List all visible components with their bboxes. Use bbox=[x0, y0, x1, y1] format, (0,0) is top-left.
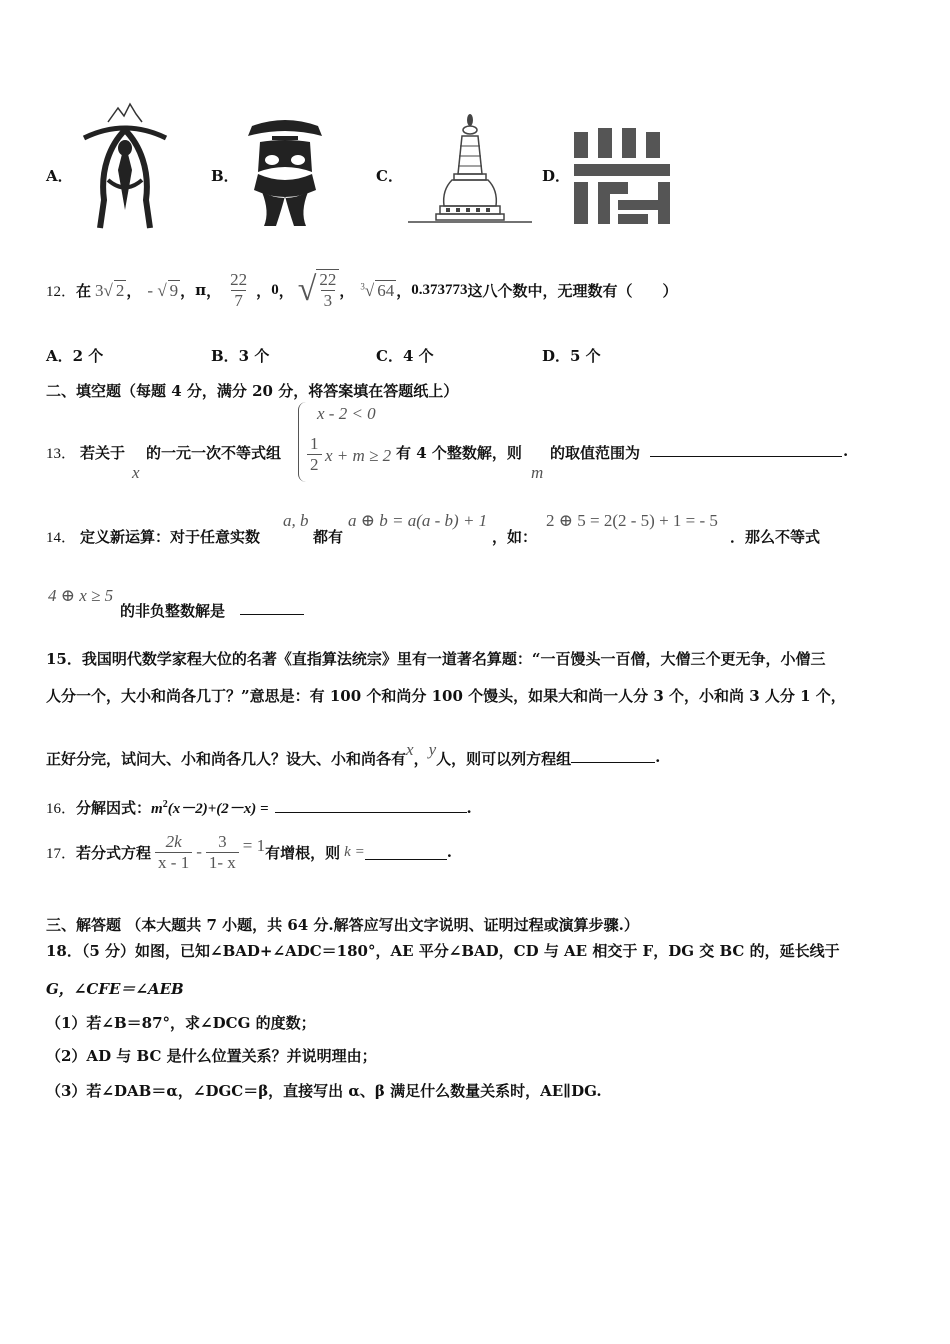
q17-equals-one: = 1 bbox=[242, 836, 266, 855]
q18-subquestion-1: （1）若∠B＝87°，求∠DCG 的度数； bbox=[46, 1014, 316, 1032]
q15-line-2: 人分一个，大小和尚各几丁？”意思是：有 100 个和尚分 100 个馒头，如果大和尚一人分 3 个，小和尚 3 人分 1 个， bbox=[46, 687, 846, 705]
option-b-label: B． bbox=[211, 167, 239, 185]
q17-number: 17． bbox=[46, 845, 77, 862]
q12-n2: - √ 9 bbox=[147, 280, 179, 300]
q18-line-1: 18．（5 分）如图，已知∠BAD+∠ADC＝180°，AE 平分∠BAD，CD 与 AE 相交于 F，DG 交 BC 的，延长线于 bbox=[46, 942, 840, 960]
q15-sep: ， bbox=[413, 750, 429, 768]
q16-answer-blank[interactable] bbox=[275, 798, 467, 813]
q12-option-a: A．2 个 bbox=[46, 347, 104, 365]
opera-mask-figure-icon bbox=[242, 112, 328, 228]
q15-var-y: y bbox=[428, 740, 437, 759]
q12-sep-5: ， bbox=[278, 281, 294, 300]
q14-example: 2 ⊕ 5 = 2(2 - 5) + 1 = - 5 bbox=[546, 511, 718, 530]
q17-answer-blank[interactable] bbox=[365, 845, 447, 860]
geometric-pattern-figure-icon bbox=[574, 128, 670, 228]
q12-number: 12． bbox=[46, 283, 77, 300]
q12-option-c: C．4 个 bbox=[376, 347, 434, 365]
white-pagoda-figure-icon bbox=[408, 112, 532, 228]
q17-fraction-2: $\frac{3}{1- x}$ bbox=[206, 832, 239, 873]
q12-decimal: 0.373773 bbox=[411, 281, 468, 298]
q13-ineq-2-rest: x + m ≥ 2 bbox=[325, 446, 392, 465]
q12-sqrt-fraction: √ $\frac{22}{3}$ bbox=[298, 269, 340, 311]
q17-end: . bbox=[446, 843, 452, 861]
q14-vars: a, b bbox=[283, 511, 309, 530]
option-d-label: D． bbox=[542, 167, 571, 185]
q14-text-3: ，如： bbox=[492, 528, 538, 546]
q13-text-3: 有 4 个整数解，则 bbox=[396, 444, 522, 462]
q14-text-4: ．那么不等式 bbox=[730, 528, 821, 546]
q14-rule: a ⊕ b = a(a - b) + 1 bbox=[348, 511, 488, 530]
q13-var-m: m bbox=[531, 463, 544, 482]
q12-n1: 3√ 2 bbox=[95, 280, 125, 300]
q12-sep-3: ， bbox=[206, 281, 222, 300]
q15-line-1: 15．我国明代数学家程大位的名著《直指算法统宗》里有一道著名算题：“一百馒头一百僧，大僧三个更无争，小僧三 bbox=[46, 650, 826, 668]
q18-line-2: G，∠CFE＝∠AEB bbox=[46, 980, 184, 998]
q13-ineq-1: x - 2 < 0 bbox=[317, 404, 376, 423]
q17-k-var: k = bbox=[344, 843, 365, 860]
q14-answer-blank[interactable] bbox=[240, 600, 304, 615]
q15-var-x: x bbox=[406, 740, 414, 759]
q14-text-2: 都有 bbox=[313, 528, 344, 546]
q12-option-d: D．5 个 bbox=[542, 347, 601, 365]
q12-sep-6: ， bbox=[339, 281, 355, 300]
q15-end: . bbox=[655, 748, 661, 766]
q14-inequality: 4 ⊕ x ≥ 5 bbox=[48, 586, 114, 605]
q15-answer-blank[interactable] bbox=[571, 748, 655, 763]
question-17 bbox=[46, 826, 452, 878]
option-c-label: C． bbox=[376, 167, 403, 185]
q13-answer-blank[interactable] bbox=[650, 442, 842, 457]
q17-text-1: 若分式方程 bbox=[76, 843, 152, 862]
q12-text-post: 这八个数中，无理数有（ ） bbox=[467, 281, 678, 300]
q16-text-1: 分解因式： bbox=[76, 799, 152, 817]
q12-cube-root: $^3$√ 64 bbox=[360, 280, 395, 300]
option-a-label: A． bbox=[46, 167, 73, 185]
q14-number: 14． bbox=[46, 530, 77, 546]
q17-minus: - bbox=[196, 842, 202, 861]
q13-ineq-2-fraction: $\frac{1}{2}$ bbox=[307, 434, 322, 475]
q13-number: 13． bbox=[46, 446, 77, 462]
q16-end: . bbox=[466, 799, 472, 817]
q12-pi: π bbox=[195, 281, 207, 299]
q14-text-5: 的非负整数解是 bbox=[120, 602, 226, 620]
q13-text-4: 的取值范围为 bbox=[550, 444, 641, 462]
q12-sep-1: ， bbox=[126, 281, 142, 300]
tower-ornament-figure-icon bbox=[80, 100, 170, 230]
q15-line-3-pre: 正好分完，试问大、小和尚各几人？设大、小和尚各有 bbox=[46, 750, 407, 768]
q13-end: . bbox=[843, 442, 849, 460]
q16-expression: $m^2(x-2)+(2-x)$ = bbox=[151, 799, 269, 817]
q18-subquestion-2: （2）AD 与 BC 是什么位置关系？并说明理由； bbox=[46, 1047, 377, 1065]
q17-text-2: 有增根，则 bbox=[265, 843, 341, 862]
q17-fraction-1: $\frac{2k}{x - 1}$ bbox=[155, 832, 192, 873]
q16-number: 16． bbox=[46, 801, 77, 817]
q12-sep-4: ， bbox=[256, 281, 272, 300]
q13-text-2: 的一元一次不等式组 bbox=[146, 444, 282, 462]
section-3-heading: 三、解答题 （本大题共 7 小题，共 64 分.解答应写出文字说明、证明过程或演算步骤.） bbox=[46, 916, 639, 934]
q12-option-b: B．3 个 bbox=[211, 347, 270, 365]
q18-subquestion-3: （3）若∠DAB＝α，∠DGC＝β，直接写出 α、β 满足什么数量关系时，AE∥DG. bbox=[46, 1082, 602, 1100]
q15-line-3 bbox=[46, 740, 660, 769]
q12-sep-2: ， bbox=[180, 281, 196, 300]
q13-var-x: x bbox=[132, 463, 140, 482]
q12-zero: 0 bbox=[271, 281, 279, 298]
q14-text-1: 定义新运算：对于任意实数 bbox=[80, 528, 261, 546]
q12-text-pre: 在 bbox=[76, 281, 92, 300]
q12-sep-7: ， bbox=[396, 281, 412, 300]
q12-fraction: $\frac{22}{7}$ bbox=[230, 269, 248, 310]
q13-text-1: 若关于 bbox=[80, 444, 126, 462]
q15-line-3-post: 人，则可以列方程组 bbox=[436, 750, 572, 768]
question-16 bbox=[46, 797, 472, 818]
section-2-heading: 二、填空题（每题 4 分，满分 20 分，将答案填在答题纸上） bbox=[46, 382, 459, 400]
q13-inequality-system bbox=[298, 402, 397, 482]
